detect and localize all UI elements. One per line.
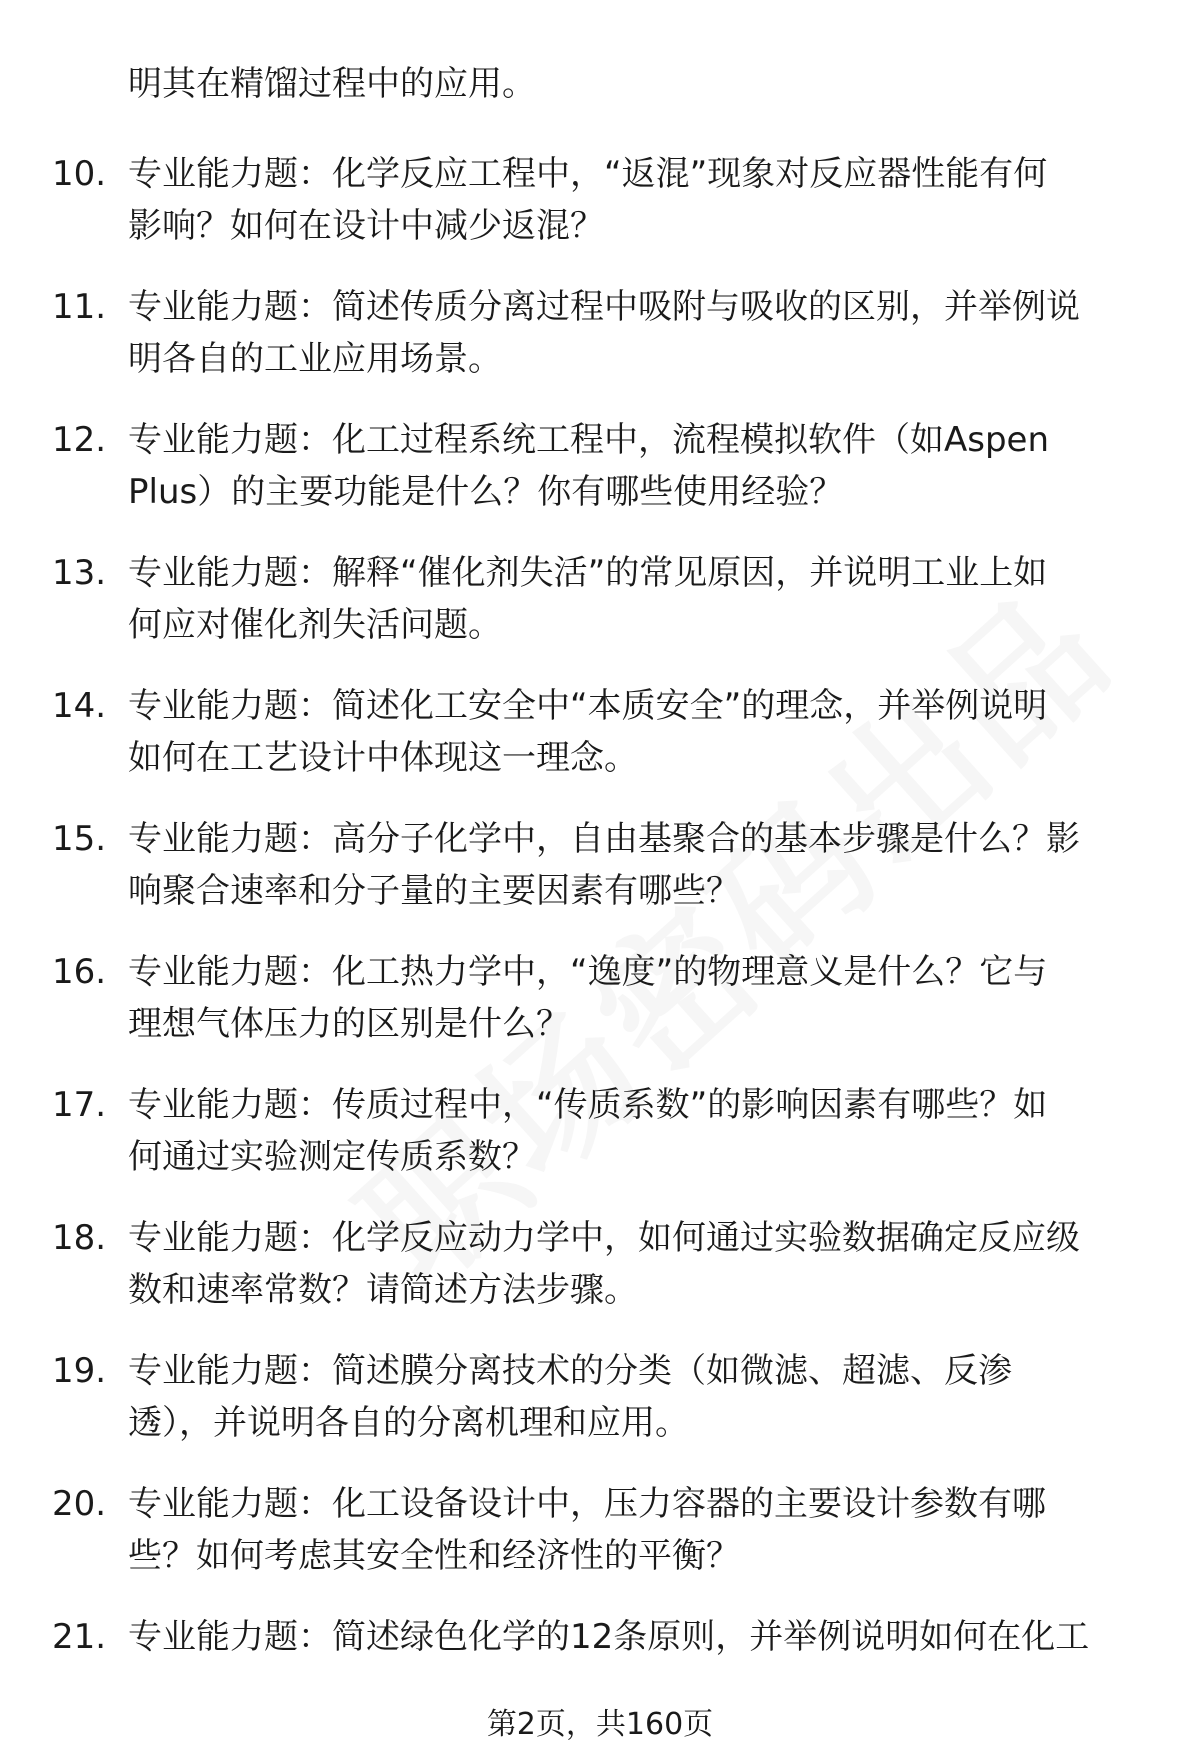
- question-text: [128, 813, 1148, 917]
- continuation-text: 明其在精馏过程中的应用。: [128, 64, 536, 104]
- question-item: [0, 813, 1200, 946]
- question-item: [0, 1212, 1200, 1345]
- question-line: 专业能力题：化工过程系统工程中，流程模拟软件（如Aspen: [128, 420, 1050, 460]
- question-line: 专业能力题：化学反应工程中，“返混”现象对反应器性能有何: [128, 154, 1048, 194]
- question-number: 12.: [52, 420, 107, 460]
- question-line: 何通过实验测定传质系数？: [128, 1137, 536, 1177]
- question-text: [128, 1079, 1148, 1183]
- question-line: 何应对催化剂失活问题。: [128, 605, 502, 645]
- question-line: 专业能力题：简述膜分离技术的分类（如微滤、超滤、反渗: [128, 1351, 1012, 1391]
- question-item: [0, 946, 1200, 1079]
- question-line: 专业能力题：传质过程中，“传质系数”的影响因素有哪些？如: [128, 1085, 1048, 1125]
- question-text: [128, 1611, 1148, 1663]
- question-text: [128, 281, 1148, 385]
- question-item: [0, 1079, 1200, 1212]
- question-line: 专业能力题：高分子化学中，自由基聚合的基本步骤是什么？影: [128, 819, 1080, 859]
- question-line: 专业能力题：解释“催化剂失活”的常见原因，并说明工业上如: [128, 553, 1048, 593]
- question-line: 专业能力题：简述绿色化学的12条原则，并举例说明如何在化工: [128, 1617, 1090, 1657]
- question-number: 11.: [52, 287, 107, 327]
- question-number: 10.: [52, 154, 107, 194]
- question-number: 21.: [52, 1617, 107, 1657]
- question-number: 18.: [52, 1218, 107, 1258]
- question-number: 17.: [52, 1085, 107, 1125]
- question-line: 明各自的工业应用场景。: [128, 339, 502, 379]
- question-line: 响聚合速率和分子量的主要因素有哪些？: [128, 871, 740, 911]
- question-text: [128, 414, 1148, 518]
- question-text: [128, 1212, 1148, 1316]
- question-number: 16.: [52, 952, 107, 992]
- question-text: [128, 946, 1148, 1050]
- question-line: 如何在工艺设计中体现这一理念。: [128, 738, 638, 778]
- question-line: 影响？如何在设计中减少返混？: [128, 206, 604, 246]
- question-line: 专业能力题：简述传质分离过程中吸附与吸收的区别，并举例说: [128, 287, 1080, 327]
- question-item: [0, 1478, 1200, 1611]
- question-line: 些？如何考虑其安全性和经济性的平衡？: [128, 1536, 740, 1576]
- question-line: Plus）的主要功能是什么？你有哪些使用经验？: [128, 472, 844, 512]
- question-number: 15.: [52, 819, 107, 859]
- question-item: [0, 281, 1200, 414]
- page-footer: 第2页，共160页: [486, 1707, 714, 1742]
- question-list: [0, 148, 1200, 1744]
- question-line: 理想气体压力的区别是什么？: [128, 1004, 570, 1044]
- question-item: [0, 148, 1200, 281]
- question-item: [0, 414, 1200, 547]
- question-text: [128, 1345, 1148, 1449]
- question-item: [0, 547, 1200, 680]
- question-item: [0, 1345, 1200, 1478]
- question-line: 数和速率常数？请简述方法步骤。: [128, 1270, 638, 1310]
- question-number: 14.: [52, 686, 107, 726]
- question-line: 专业能力题：化工设备设计中，压力容器的主要设计参数有哪: [128, 1484, 1046, 1524]
- question-text: [128, 680, 1148, 784]
- question-text: [128, 1478, 1148, 1582]
- question-number: 19.: [52, 1351, 107, 1391]
- question-line: 透），并说明各自的分离机理和应用。: [128, 1403, 689, 1443]
- question-line: 专业能力题：化工热力学中，“逸度”的物理意义是什么？它与: [128, 952, 1048, 992]
- question-text: [128, 148, 1148, 252]
- question-number: 20.: [52, 1484, 107, 1524]
- question-line: 专业能力题：化学反应动力学中，如何通过实验数据确定反应级: [128, 1218, 1080, 1258]
- question-number: 13.: [52, 553, 107, 593]
- question-text: [128, 547, 1148, 651]
- question-item: [0, 680, 1200, 813]
- question-line: 专业能力题：简述化工安全中“本质安全”的理念，并举例说明: [128, 686, 1048, 726]
